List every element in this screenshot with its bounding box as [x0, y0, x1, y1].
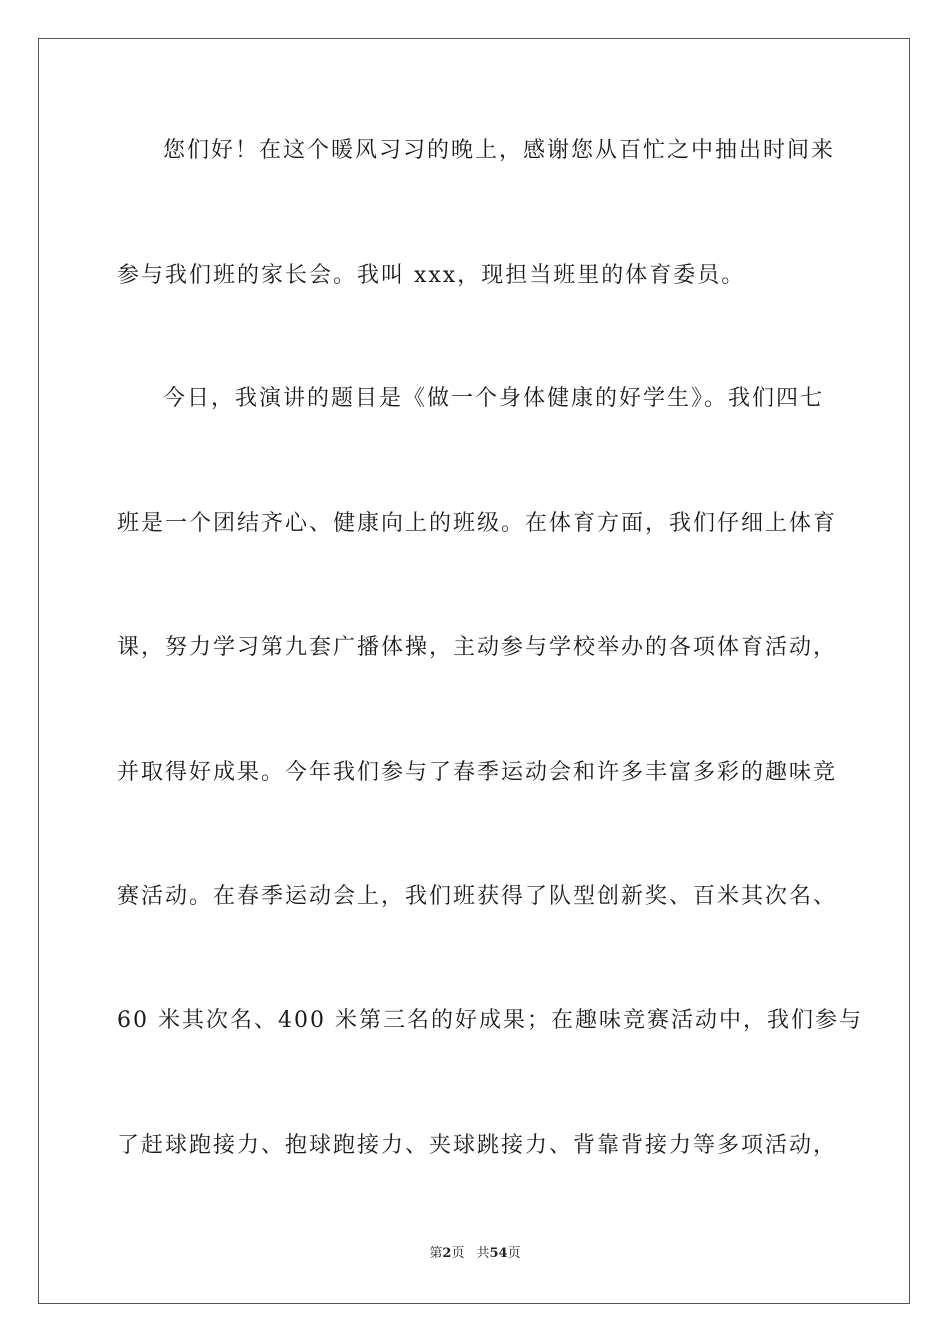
page-footer: [0, 1246, 950, 1262]
total-prefix: 共: [476, 1246, 490, 1261]
page-suffix: 页: [451, 1246, 465, 1261]
page-number: 2: [442, 1246, 452, 1261]
page-frame: [38, 38, 910, 1304]
page-prefix: 第: [429, 1246, 443, 1261]
paragraph-2-line-3: 课，努力学习第九套广播体操，主动参与学校举办的各项体育活动，: [117, 635, 838, 660]
paragraph-2-line-4: 并取得好成果。今年我们参与了春季运动会和许多丰富多彩的趣味竞: [117, 760, 838, 785]
paragraph-2-line-5: 赛活动。在春季运动会上，我们班获得了队型创新奖、百米其次名、: [117, 884, 838, 909]
paragraph-2-line-7: 了赶球跑接力、抱球跑接力、夹球跳接力、背靠背接力等多项活动，: [117, 1133, 838, 1158]
total-pages: 54: [489, 1246, 508, 1261]
paragraph-2-line-1: 今日，我演讲的题目是《做一个身体健康的好学生》。我们四七: [163, 386, 825, 411]
total-suffix: 页: [507, 1246, 521, 1261]
paragraph-1-line-1: 您们好！在这个暖风习习的晚上，感谢您从百忙之中抽出时间来: [163, 138, 836, 163]
paragraph-2-line-6: 60 米其次名、400 米第三名的好成果；在趣味竞赛活动中，我们参与: [117, 1008, 863, 1033]
paragraph-2-line-2: 班是一个团结齐心、健康向上的班级。在体育方面，我们仔细上体育: [117, 511, 838, 536]
paragraph-1-line-2: 参与我们班的家长会。我叫 xxx，现担当班里的体育委员。: [117, 263, 746, 288]
